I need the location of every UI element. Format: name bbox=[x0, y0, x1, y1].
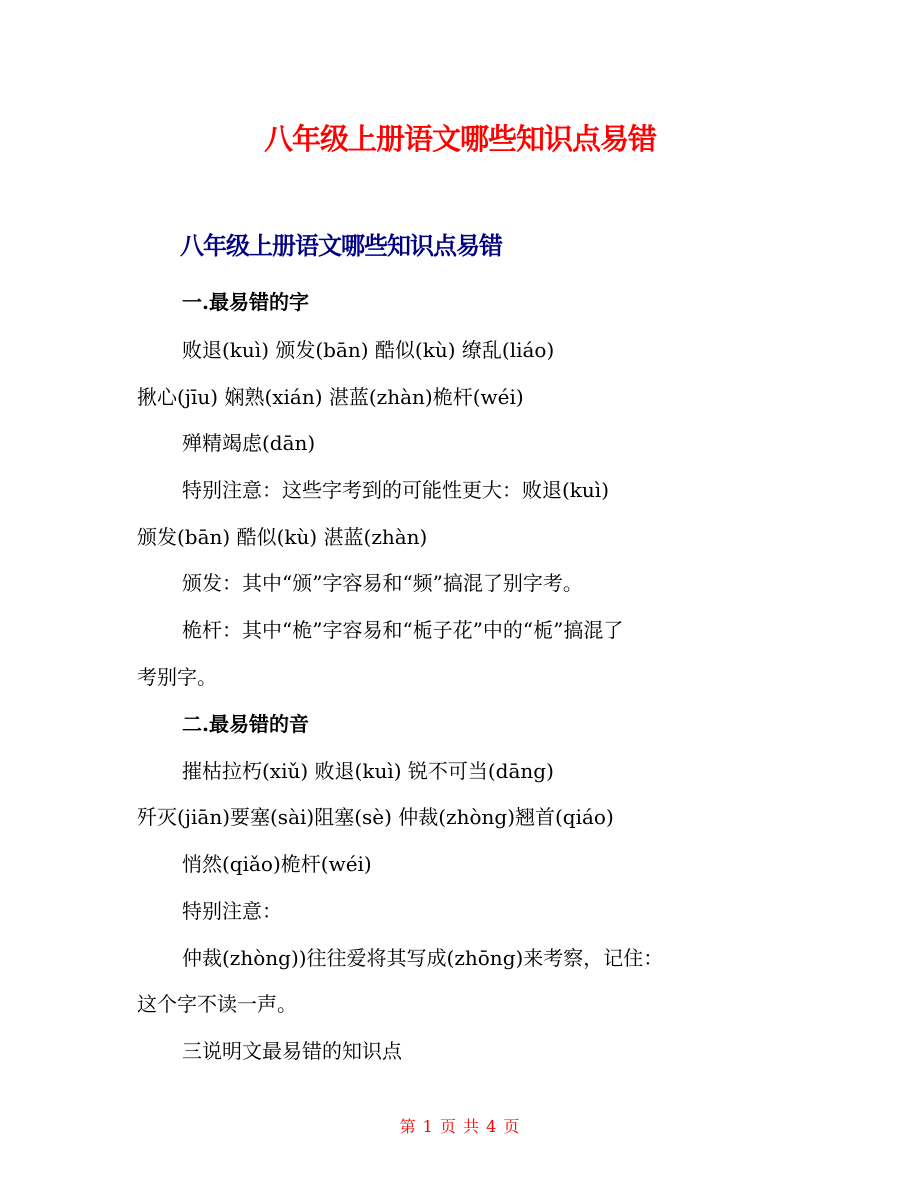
paragraph-line: 颁发(bān) 酷似(kù) 湛蓝(zhàn) bbox=[137, 525, 428, 549]
paragraph-line: 揪心(jīu) 娴熟(xián) 湛蓝(zhàn)桅杆(wéi) bbox=[137, 385, 524, 409]
paragraph-line: 歼灭(jiān)要塞(sài)阻塞(sè) 仲裁(zhòng)翘首(qiáo) bbox=[137, 805, 614, 829]
section-heading-expository: 三说明文最易错的知识点 bbox=[182, 1039, 402, 1063]
paragraph-line: 特别注意：这些字考到的可能性更大：败退(kuì) bbox=[182, 478, 610, 502]
paragraph-line: 考别字。 bbox=[137, 665, 217, 689]
paragraph-line: 悄然(qiǎo)桅杆(wéi) bbox=[182, 852, 372, 876]
page-title: 八年级上册语文哪些知识点易错 bbox=[263, 122, 656, 156]
paragraph-line: 特别注意： bbox=[182, 899, 282, 923]
document-heading: 八年级上册语文哪些知识点易错 bbox=[180, 232, 502, 260]
paragraph-line: 桅杆：其中“桅”字容易和“栀子花”中的“栀”搞混了 bbox=[182, 618, 624, 642]
paragraph-line: 仲裁(zhòng))往往爱将其写成(zhōng)来考察，记住： bbox=[182, 946, 664, 970]
section-heading-characters: 一.最易错的字 bbox=[182, 290, 309, 314]
paragraph-line: 殚精竭虑(dān) bbox=[182, 431, 316, 455]
paragraph-line: 败退(kuì) 颁发(bān) 酷似(kù) 缭乱(liáo) bbox=[182, 338, 555, 362]
section-heading-pronunciation: 二.最易错的音 bbox=[182, 712, 309, 736]
paragraph-line: 这个字不读一声。 bbox=[137, 992, 297, 1016]
page-number-footer: 第 1 页 共 4 页 bbox=[399, 1117, 521, 1136]
paragraph-line: 颁发：其中“颁”字容易和“频”搞混了别字考。 bbox=[182, 571, 583, 595]
paragraph-line: 摧枯拉朽(xiǔ) 败退(kuì) 锐不可当(dāng) bbox=[182, 759, 554, 783]
